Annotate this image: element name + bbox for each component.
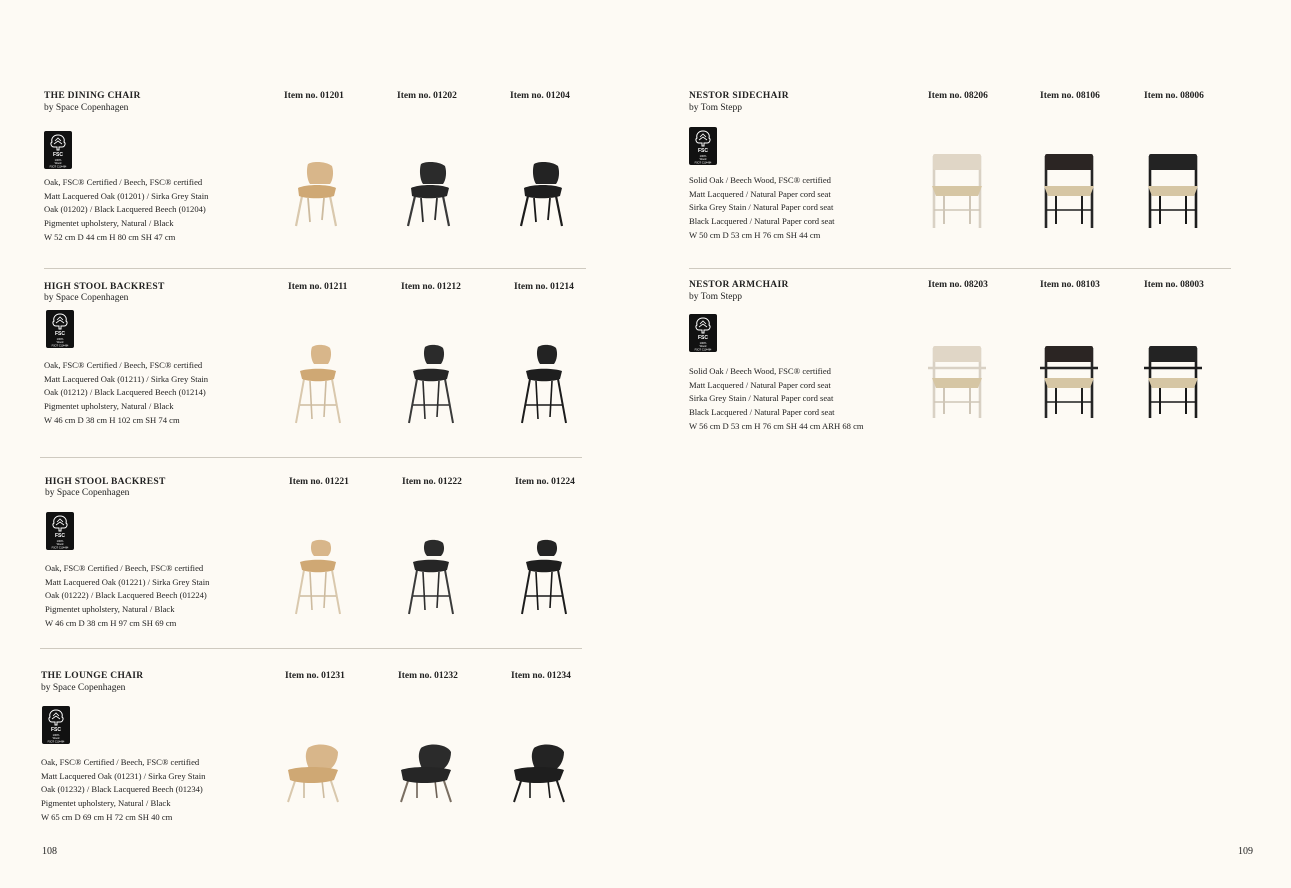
desc-line: Matt Lacquered Oak (01221) / Sirka Grey Stain	[45, 576, 210, 587]
high-stool-grey-image	[403, 343, 459, 427]
svg-text:FSC® C114484: FSC® C114484	[49, 165, 67, 169]
svg-text:Wood: Wood	[56, 341, 64, 345]
product-designer: by Space Copenhagen	[45, 488, 130, 498]
desc-line: Oak (01222) / Black Lacquered Beech (01224)	[45, 590, 207, 601]
lounge-chair-oak-image	[282, 742, 344, 806]
desc-line: Oak (01232) / Black Lacquered Beech (01234)	[41, 784, 203, 795]
desc-line: W 46 cm D 38 cm H 97 cm SH 69 cm	[45, 617, 177, 628]
desc-line: W 65 cm D 69 cm H 72 cm SH 40 cm	[41, 811, 173, 822]
svg-text:100%: 100%	[56, 540, 64, 543]
fsc-logo-icon	[689, 127, 717, 165]
svg-text:FSC: FSC	[698, 148, 708, 154]
item-number: Item no. 08103	[1040, 280, 1100, 290]
item-number: Item no. 08203	[928, 280, 988, 290]
product-description	[45, 562, 209, 631]
svg-text:FSC: FSC	[55, 533, 65, 539]
product-description	[44, 176, 208, 245]
dining-chair-grey-image	[399, 158, 459, 230]
product-designer: by Space Copenhagen	[44, 293, 129, 303]
desc-line: Solid Oak / Beech Wood, FSC® certified	[689, 175, 831, 185]
item-number: Item no. 01204	[510, 91, 570, 101]
desc-line: W 50 cm D 53 cm H 76 cm SH 44 cm	[689, 229, 821, 240]
svg-text:Wood: Wood	[699, 345, 707, 349]
desc-line: Oak, FSC® Certified / Beech, FSC® certified	[44, 177, 203, 187]
page-number-left: 108	[42, 846, 57, 857]
product-designer: by Tom Stepp	[689, 103, 742, 113]
nestor-sidechair-grey-image	[1038, 150, 1100, 232]
svg-text:100%: 100%	[56, 338, 64, 341]
dining-chair-black-image	[512, 158, 572, 230]
section-divider	[44, 268, 586, 269]
svg-text:Wood: Wood	[56, 543, 64, 547]
svg-text:FSC® C114484: FSC® C114484	[51, 344, 69, 348]
fsc-logo-icon	[46, 512, 74, 550]
product-title: HIGH STOOL BACKREST	[45, 477, 166, 487]
product-title: THE DINING CHAIR	[44, 91, 141, 101]
svg-text:FSC® C114484: FSC® C114484	[51, 546, 69, 550]
product-description	[41, 756, 205, 825]
fsc-logo-icon	[689, 314, 717, 352]
desc-line: Pigmentet upholstery, Natural / Black	[44, 218, 174, 229]
desc-line: Sirka Grey Stain / Natural Paper cord seat	[689, 202, 834, 213]
product-designer: by Tom Stepp	[689, 292, 742, 302]
desc-line: Pigmentet upholstery, Natural / Black	[41, 798, 171, 809]
product-description	[44, 359, 208, 428]
desc-line: Oak, FSC® Certified / Beech, FSC® certified	[45, 563, 204, 573]
product-title: NESTOR ARMCHAIR	[689, 280, 789, 290]
svg-text:FSC: FSC	[698, 335, 708, 341]
item-number: Item no. 01221	[289, 477, 349, 487]
item-number: Item no. 01232	[398, 671, 458, 681]
page-number-right: 109	[1238, 846, 1253, 857]
section-divider	[40, 457, 582, 458]
item-number: Item no. 01214	[514, 282, 574, 292]
section-divider	[40, 648, 582, 649]
svg-text:Wood: Wood	[52, 737, 60, 741]
fsc-logo-icon	[42, 706, 70, 744]
desc-line: Matt Lacquered Oak (01231) / Sirka Grey Stain	[41, 770, 206, 781]
desc-line: Matt Lacquered Oak (01211) / Sirka Grey Stain	[44, 373, 209, 384]
desc-line: Black Lacquered / Natural Paper cord seat	[689, 216, 835, 227]
nestor-armchair-oak-image	[926, 342, 988, 422]
item-number: Item no. 01212	[401, 282, 461, 292]
lounge-chair-grey-image	[395, 742, 457, 806]
desc-line: W 52 cm D 44 cm H 80 cm SH 47 cm	[44, 231, 176, 242]
desc-line: Oak (01202) / Black Lacquered Beech (01204)	[44, 204, 206, 215]
fsc-logo-icon	[44, 131, 72, 169]
dining-chair-oak-image	[286, 158, 346, 230]
svg-text:100%: 100%	[52, 734, 60, 737]
desc-line: Pigmentet upholstery, Natural / Black	[45, 604, 175, 615]
product-title: HIGH STOOL BACKREST	[44, 282, 165, 292]
desc-line: W 46 cm D 38 cm H 102 cm SH 74 cm	[44, 414, 180, 425]
fsc-logo-icon	[46, 310, 74, 348]
high-stool-black-image	[516, 343, 572, 427]
product-designer: by Space Copenhagen	[44, 103, 129, 113]
product-description	[689, 174, 835, 243]
nestor-sidechair-oak-image	[926, 150, 988, 232]
svg-text:FSC® C114484: FSC® C114484	[694, 348, 712, 352]
svg-text:Wood: Wood	[699, 158, 707, 162]
high-stool-low-oak-image	[290, 538, 346, 618]
high-stool-oak-image	[290, 343, 346, 427]
svg-text:100%: 100%	[699, 155, 707, 158]
item-number: Item no. 08106	[1040, 91, 1100, 101]
product-title: NESTOR SIDECHAIR	[689, 91, 789, 101]
item-number: Item no. 01231	[285, 671, 345, 681]
nestor-armchair-black-image	[1142, 342, 1204, 422]
svg-text:FSC: FSC	[53, 152, 63, 158]
item-number: Item no. 01211	[288, 282, 348, 292]
desc-line: Matt Lacquered Oak (01201) / Sirka Grey Stain	[44, 190, 209, 201]
desc-line: Oak (01212) / Black Lacquered Beech (01214)	[44, 387, 206, 398]
lounge-chair-black-image	[508, 742, 570, 806]
product-description	[689, 365, 864, 434]
desc-line: Oak, FSC® Certified / Beech, FSC® certified	[41, 757, 200, 767]
svg-text:100%: 100%	[699, 342, 707, 345]
desc-line: Matt Lacquered / Natural Paper cord seat	[689, 188, 831, 199]
desc-line: Sirka Grey Stain / Natural Paper cord seat	[689, 393, 834, 404]
nestor-armchair-grey-image	[1038, 342, 1100, 422]
svg-text:FSC: FSC	[51, 727, 61, 733]
product-designer: by Space Copenhagen	[41, 683, 126, 693]
high-stool-low-black-image	[516, 538, 572, 618]
item-number: Item no. 08003	[1144, 280, 1204, 290]
desc-line: Solid Oak / Beech Wood, FSC® certified	[689, 366, 831, 376]
item-number: Item no. 08006	[1144, 91, 1204, 101]
high-stool-low-grey-image	[403, 538, 459, 618]
desc-line: Pigmentet upholstery, Natural / Black	[44, 401, 174, 412]
svg-text:100%: 100%	[54, 159, 62, 162]
svg-text:FSC® C114484: FSC® C114484	[47, 740, 65, 744]
item-number: Item no. 01201	[284, 91, 344, 101]
desc-line: Matt Lacquered / Natural Paper cord seat	[689, 379, 831, 390]
svg-text:FSC: FSC	[55, 331, 65, 337]
item-number: Item no. 08206	[928, 91, 988, 101]
desc-line: W 56 cm D 53 cm H 76 cm SH 44 cm ARH 68 cm	[689, 420, 864, 431]
svg-text:FSC® C114484: FSC® C114484	[694, 161, 712, 165]
item-number: Item no. 01224	[515, 477, 575, 487]
desc-line: Black Lacquered / Natural Paper cord seat	[689, 407, 835, 418]
item-number: Item no. 01234	[511, 671, 571, 681]
svg-text:Wood: Wood	[54, 162, 62, 166]
item-number: Item no. 01202	[397, 91, 457, 101]
nestor-sidechair-black-image	[1142, 150, 1204, 232]
desc-line: Oak, FSC® Certified / Beech, FSC® certified	[44, 360, 203, 370]
product-title: THE LOUNGE CHAIR	[41, 671, 144, 681]
item-number: Item no. 01222	[402, 477, 462, 487]
section-divider	[689, 268, 1231, 269]
